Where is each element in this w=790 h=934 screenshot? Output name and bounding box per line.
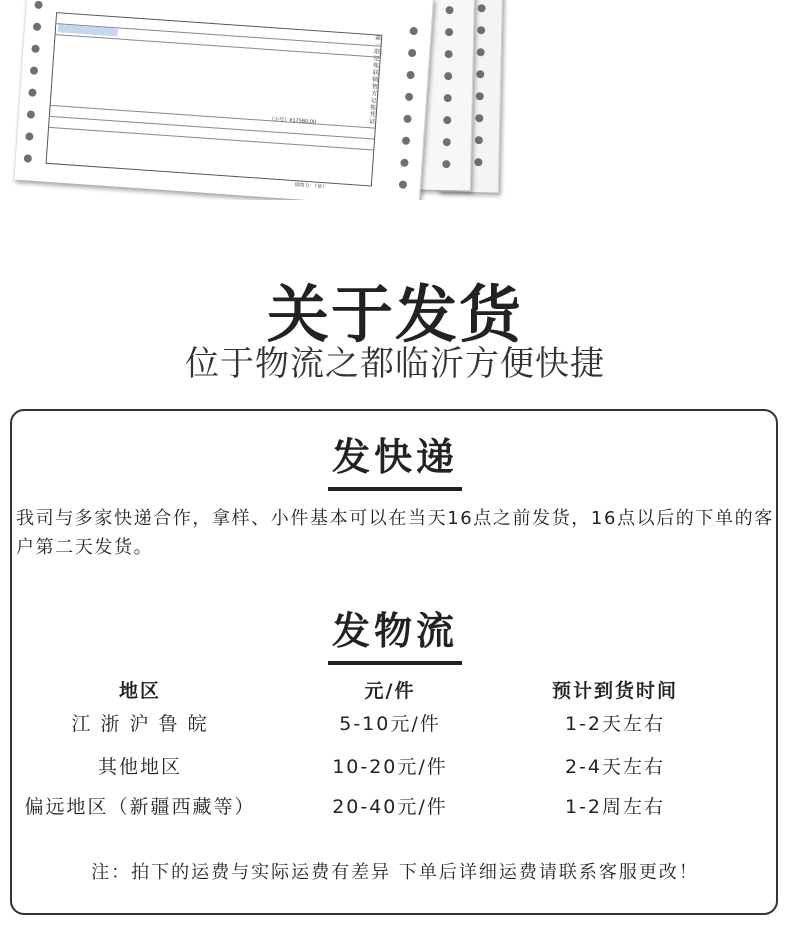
row-price: 10-20元/件 [332, 756, 448, 778]
shipping-fee-note: 注：拍下的运费与实际运费有差异 下单后详细运费请联系客服更改！ [91, 862, 699, 883]
row-eta: 2-4天左右 [564, 756, 666, 778]
row-price: 20-40元/件 [332, 796, 448, 818]
page-subtitle: 位于物流之都临沂方便快捷 [185, 344, 605, 384]
row-eta: 1-2天左右 [564, 713, 666, 735]
express-section-title: 发快递 [0, 426, 790, 491]
invoice-illustration [0, 0, 790, 200]
invoice-seller: 销售方：（章） [294, 182, 328, 191]
invoice-side-text: 第一联：记账联 销售方记账凭证 [369, 34, 387, 126]
row-region: 江 浙 沪 鲁 皖 [71, 713, 209, 735]
page-title: 关于发货 [266, 278, 523, 351]
row-eta: 1-2周左右 [564, 796, 666, 818]
invoice-table [46, 12, 387, 186]
header-price: 元/件 [364, 680, 416, 702]
header-region: 地区 [118, 680, 161, 702]
row-region: 其他地区 [97, 756, 182, 778]
invoice-total: （小写）¥17580.00 [268, 116, 317, 126]
header-eta: 预计到货时间 [551, 680, 678, 702]
row-region: 偏远地区（新疆西藏等） [24, 796, 256, 818]
invoice-sheet-front [13, 0, 434, 200]
express-description: 我司与多家快递合作，拿样、小件基本可以在当天16点之前发货，16点以后的下单的客户第二天发货。 [16, 508, 774, 558]
logistics-section-title: 发物流 [0, 600, 790, 665]
row-price: 5-10元/件 [339, 713, 441, 735]
